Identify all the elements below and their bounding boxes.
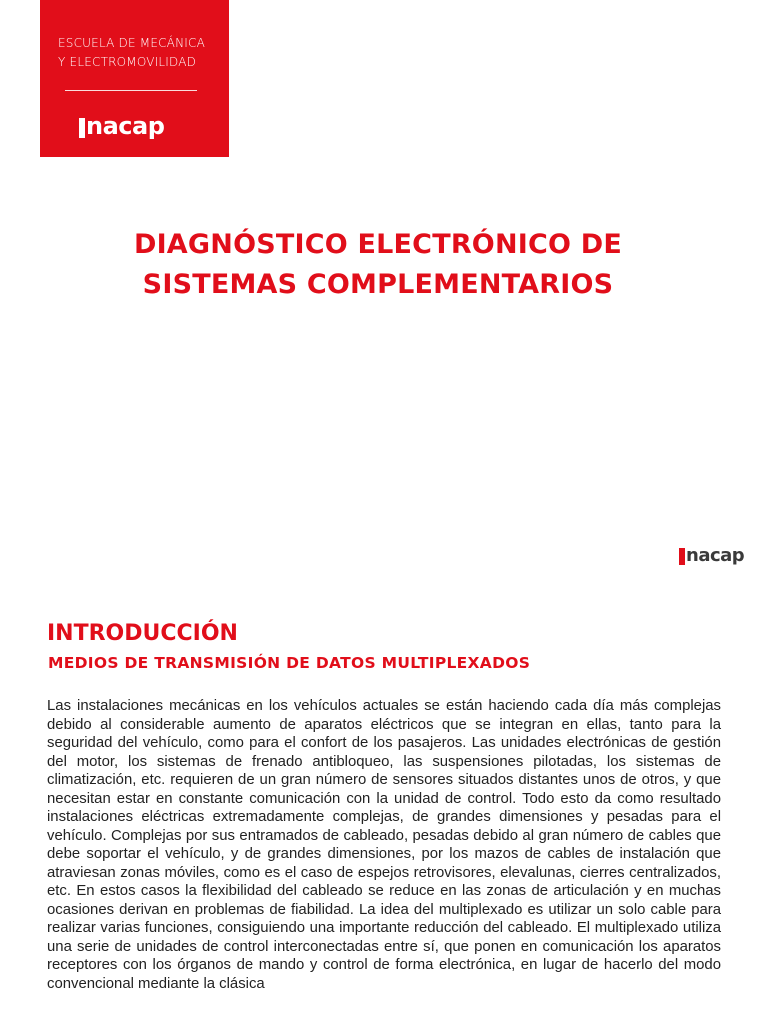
school-name-line2: Y ELECTROMOVILIDAD bbox=[58, 55, 197, 69]
school-badge bbox=[40, 0, 229, 157]
document-title-line2: SISTEMAS COMPLEMENTARIOS bbox=[142, 269, 614, 300]
document-title bbox=[60, 225, 696, 305]
badge-divider bbox=[65, 90, 197, 91]
school-name-line1: ESCUELA DE MECÁNICA bbox=[58, 36, 205, 50]
inacap-page-logo bbox=[679, 545, 744, 567]
section-heading: INTRODUCCIÓN bbox=[47, 621, 238, 646]
section-subheading: MEDIOS DE TRANSMISIÓN DE DATOS MULTIPLEXADOS bbox=[48, 654, 531, 672]
intro-paragraph: Las instalaciones mecánicas en los vehículos actuales se están haciendo cada día más complejas debido al considerable aumento de aparatos eléctricos que se integran en ellas, tanto para la seguridad del vehículo, como para el confort de los pasajeros. Las unidades electrónicas de gestión del motor, los sistemas de frenado antibloqueo, las suspensiones pilotadas, los sistemas de climatización, etc. requieren de un gran número de sensores situados distantes unos de otros, y que necesitan estar en constante comunicación con la unidad de control. Todo esto da como resultado instalaciones eléctricas extremadamente complejas, de grandes dimensiones y pesadas para el vehículo. Complejas por sus entramados de cableado, pesadas debido al gran número de cables que debe soportar el vehículo, y de grandes dimensiones, por los mazos de cables de instalación que atraviesan zonas móviles, como es el caso de espejos retrovisores, elevalunas, cierres centralizados, etc. En estos casos la flexibilidad del cableado se reduce en las zonas de articulación y en muchas ocasiones derivan en problemas de fiabilidad. La idea del multiplexado es utilizar un solo cable para realizar varias funciones, consiguiendo una importante reducción del cableado. El multiplexado utiliza una serie de unidades de control interconectadas entre sí, que ponen en comunicación los aparatos receptores con los órganos de mando y control de forma electrónica, en lugar de hacerlo del modo convencional mediante la clásica bbox=[47, 698, 721, 992]
inacap-page-logo-mark-icon bbox=[679, 548, 685, 565]
inacap-logo-mark-icon bbox=[79, 118, 85, 138]
school-name bbox=[58, 34, 223, 72]
document-title-line1: DIAGNÓSTICO ELECTRÓNICO DE bbox=[133, 229, 623, 260]
inacap-logo bbox=[79, 112, 164, 140]
inacap-logo-text: nacap bbox=[86, 112, 165, 140]
inacap-page-logo-text: nacap bbox=[686, 545, 745, 566]
